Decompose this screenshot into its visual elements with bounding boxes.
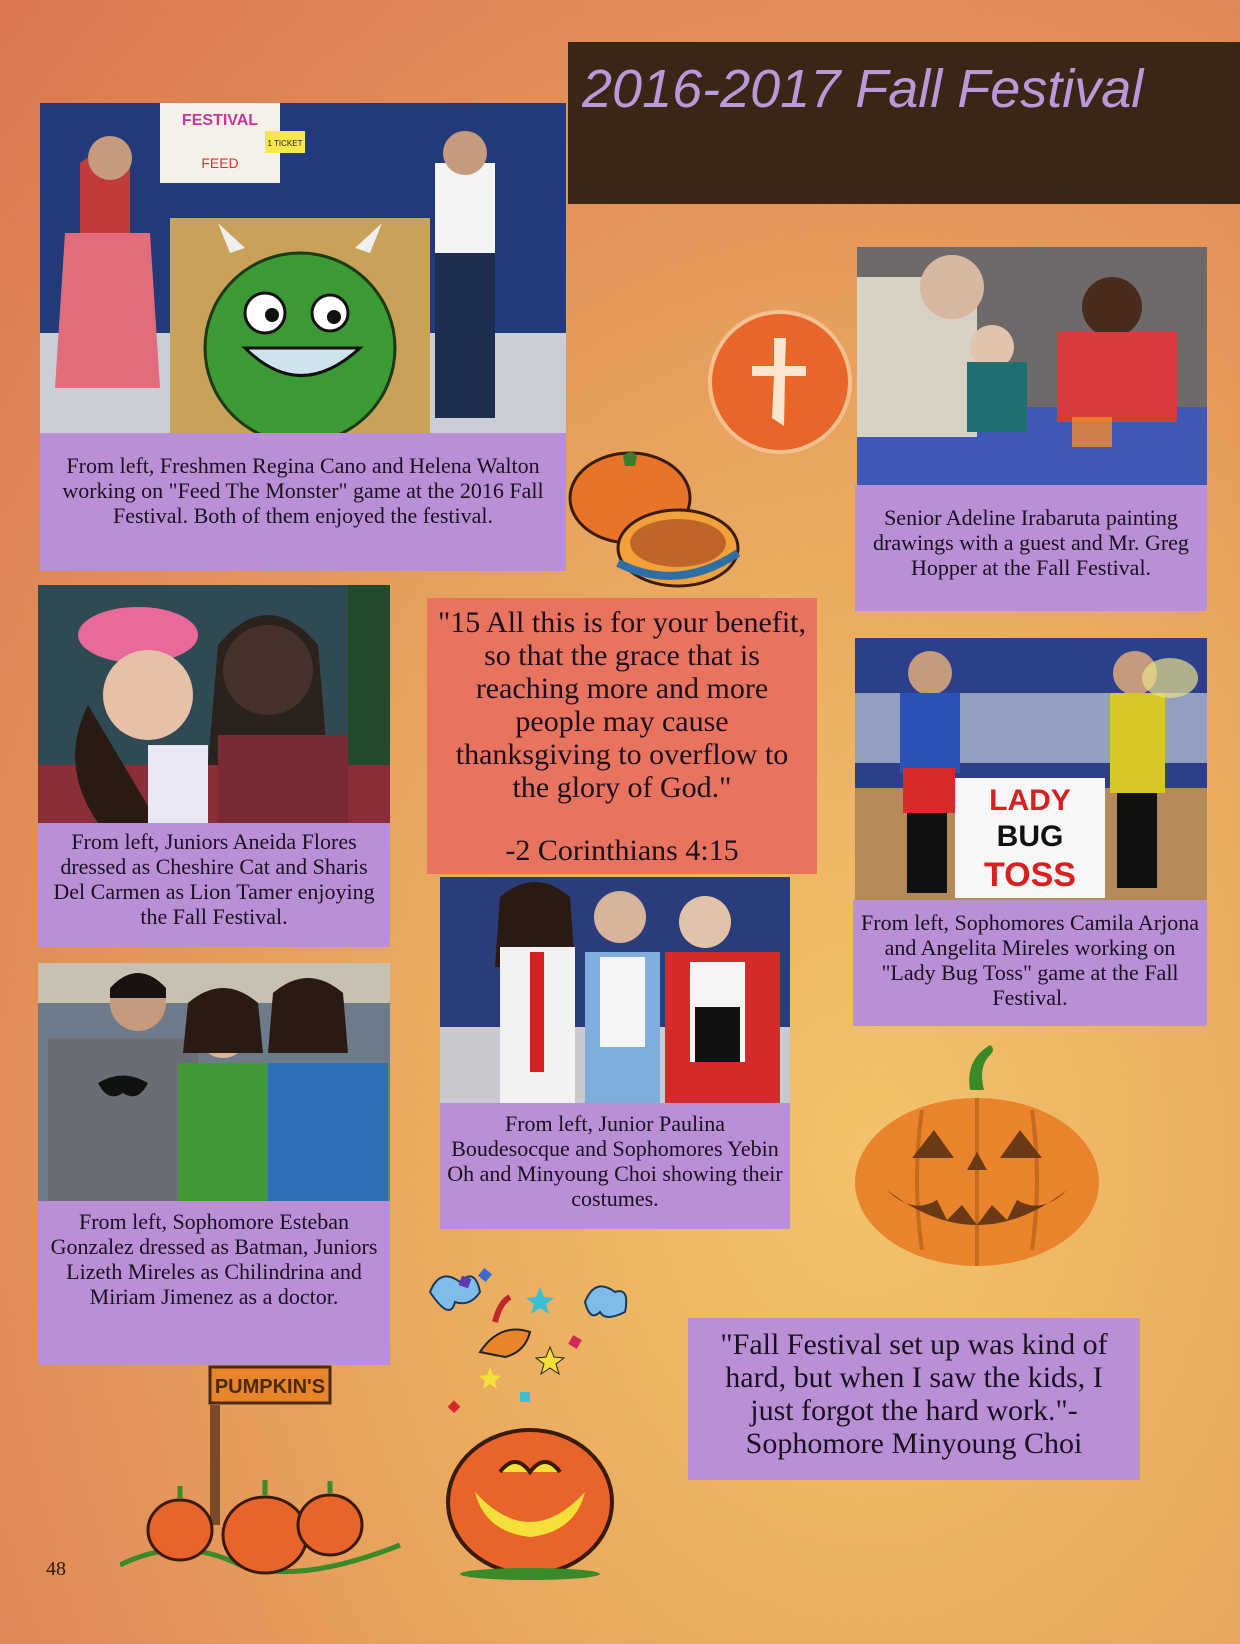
festival-sign-text: FESTIVAL (181, 112, 259, 129)
sign-line-2: BUG (996, 820, 1064, 853)
photo-batman (38, 963, 390, 1201)
caption-batman: From left, Sophomore Esteban Gonzalez dressed as Batman, Juniors Lizeth Mireles as Chilindrina and Miriam Jimenez as a doctor. (38, 1201, 390, 1365)
caption-feed-the-monster: From left, Freshmen Regina Cano and Helena Walton working on "Feed The Monster" game at the 2016 Fall Festival. Both of them enjoyed the festival. (40, 433, 566, 571)
pull-quote-box: "Fall Festival set up was kind of hard, but when I saw the kids, I just forgot the hard work."- Sophomore Minyoung Choi (688, 1318, 1140, 1480)
photo-painting (857, 247, 1207, 485)
photo-costumes (440, 877, 790, 1103)
scripture-quote-box (427, 598, 817, 874)
caption-lady-bug-toss: From left, Sophomores Camila Arjona and Angelita Mireles working on "Lady Bug Toss" game at the Fall Festival. (853, 900, 1207, 1026)
jack-o-lantern-illustration (852, 1040, 1102, 1268)
pumpkin-patch-illustration (120, 1365, 420, 1585)
sign-line-3: TOSS (984, 856, 1076, 894)
feed-sign-text: FEED (201, 155, 239, 171)
page-number: 48 (46, 1558, 66, 1580)
photo-feed-the-monster (40, 103, 566, 433)
caption-costumes: From left, Junior Paulina Boudesocque and Sophomores Yebin Oh and Minyoung Choi showing their costumes. (440, 1103, 790, 1229)
caption-painting: Senior Adeline Irabaruta painting drawings with a guest and Mr. Greg Hopper at the Fall Festival. (855, 485, 1207, 611)
scripture-text: "15 All this is for your benefit, so that the grace that is reaching more and more people may cause thanksgiving to overflow to the glory of God." (437, 606, 807, 804)
page-title: 2016-2017 Fall Festival (582, 59, 1144, 119)
ticket-text: 1 TICKET (267, 139, 303, 148)
caption-cheshire-cat: From left, Juniors Aneida Flores dressed as Cheshire Cat and Sharis Del Carmen as Lion Tamer enjoying the Fall Festival. (38, 823, 390, 947)
pumpkin-sign-text: PUMPKIN'S (214, 1376, 326, 1398)
scripture-reference: -2 Corinthians 4:15 (505, 834, 739, 867)
photo-lady-bug-toss (855, 638, 1207, 900)
sign-line-1: LADY (989, 784, 1071, 817)
exploding-pumpkin-illustration (420, 1262, 640, 1582)
pumpkin-pie-illustration (568, 448, 740, 596)
cross-emblem (706, 308, 854, 456)
photo-cheshire-cat (38, 585, 390, 823)
